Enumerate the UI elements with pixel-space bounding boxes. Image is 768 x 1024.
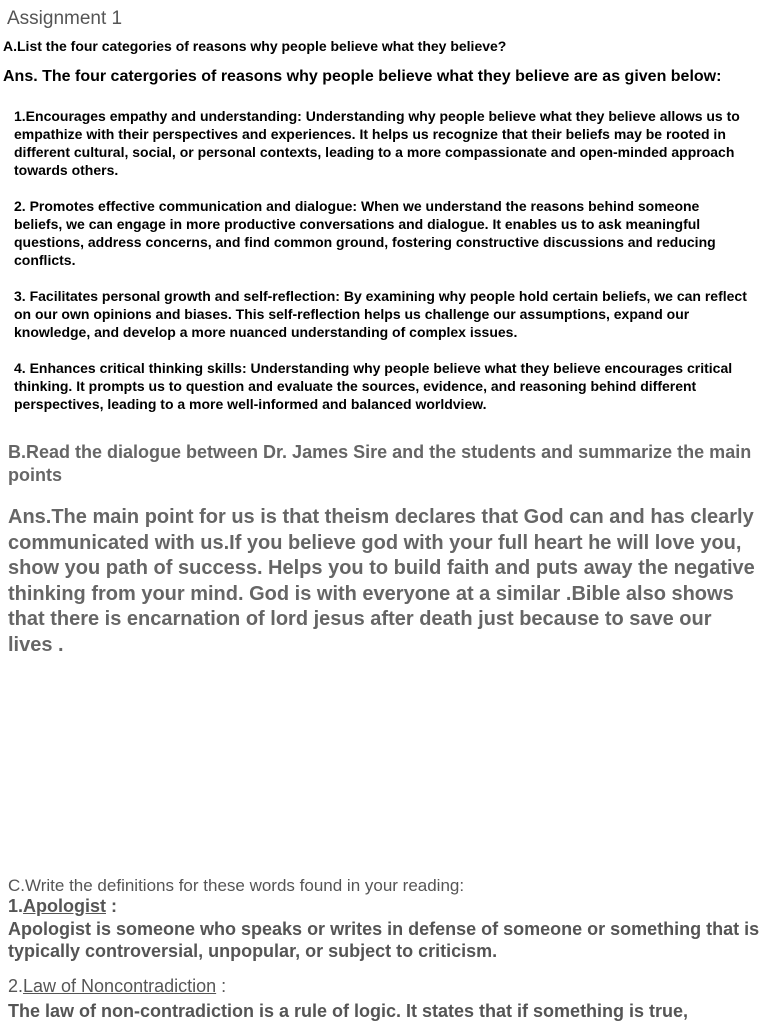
term-word: Apologist (23, 896, 107, 916)
term-number: 1. (8, 896, 24, 916)
question-b: B.Read the dialogue between Dr. James Sire and the students and summarize the main points (8, 442, 752, 485)
term-colon: : (216, 976, 227, 996)
term-law-of-noncontradiction (8, 976, 226, 997)
reasons-list (14, 107, 750, 431)
term-apologist (8, 896, 117, 917)
answer-b: Ans.The main point for us is that theism declares that God can and has clearly communicated with us.If you believe god with your full heart he will love you, show you path of success. Helps you to build faith and puts away the negative thinking from your mind. God is with everyone at a similar .Bible also shows that there is encarnation of lord jesus after death just because to save our lives . (8, 506, 755, 656)
list-item: 2. Promotes effective communication and dialogue: When we understand the reasons behind someone beliefs, we can engage in more productive conversations and dialogue. It enables us to ask meaningful questions, address concerns, and find common ground, fostering constructive discussions and reducing conflicts. (14, 198, 716, 268)
definition-law-of-noncontradiction: The law of non-contradiction is a rule of logic. It states that if something is true, (8, 1001, 689, 1021)
document-title: Assignment 1 (7, 8, 123, 29)
question-a: A.List the four categories of reasons why people believe what they believe? (3, 38, 507, 54)
answer-a-intro: Ans. The four catergories of reasons why people believe what they believe are as given below: (3, 68, 722, 85)
term-colon: : (106, 896, 118, 916)
list-item: 4. Enhances critical thinking skills: Understanding why people believe what they believe encourages critical thinking. It prompts us to question and evaluate the sources, evidence, and reasoning behind different perspectives, leading to a more well-informed and balanced worldview. (14, 360, 733, 412)
list-item: 1.Encourages empathy and understanding: Understanding why people believe what they believe allows us to empathize with their perspectives and experiences. It helps us recognize that their beliefs may be rooted in different cultural, social, or personal contexts, leading to a more compassionate and open-minded approach towards others. (14, 108, 740, 178)
question-c: C.Write the definitions for these words found in your reading: (8, 876, 465, 895)
list-item: 3. Facilitates personal growth and self-reflection: By examining why people hold certain beliefs, we can reflect on our own opinions and biases. This self-reflection helps us challenge our assumptions, expand our knowledge, and develop a more nuanced understanding of complex issues. (14, 288, 747, 340)
term-word: Law of Noncontradiction (23, 976, 217, 996)
definition-apologist: Apologist is someone who speaks or writes in defense of someone or something that is typically controversial, unpopular, or subject to criticism. (8, 919, 760, 961)
term-number: 2. (8, 976, 24, 996)
